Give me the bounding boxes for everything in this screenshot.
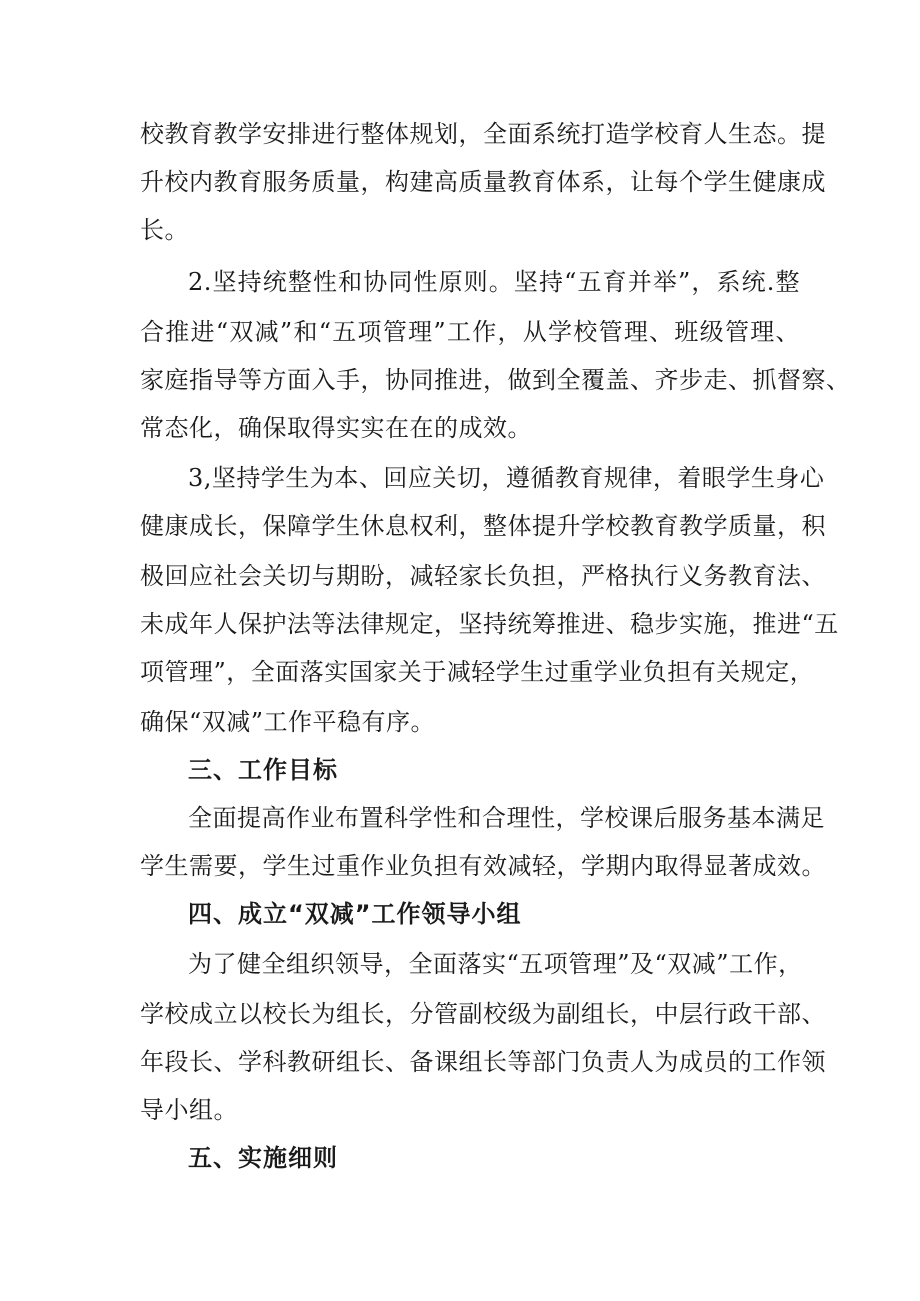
section-5-heading: 五、实施细则 — [188, 1144, 338, 1172]
paragraph-2-line-1: 2.坚持统整性和协同性原则。坚持“五育并举”，系统.整 — [188, 268, 800, 296]
paragraph-3-line-5: 项管理”，全面落实国家关于减轻学生过重学业负担有关规定， — [140, 658, 815, 686]
paragraph-3-line-4: 未成年人保护法等法律规定，坚持统筹推进、稳步实施，推进“五 — [140, 610, 839, 638]
section-3-line-1: 全面提高作业布置科学性和合理性，学校课后服务基本满足 — [188, 804, 825, 832]
paragraph-1-line-2: 升校内教育服务质量，构建高质量教育体系，让每个学生健康成 — [140, 168, 826, 196]
paragraph-3-line-1: 3,坚持学生为本、回应关切，遵循教育规律，着眼学生身心 — [188, 464, 825, 492]
section-4-line-2: 学校成立以校长为组长，分管副校级为副组长，中层行政干部、 — [140, 1000, 826, 1028]
paragraph-1-line-1: 校教育教学安排进行整体规划，全面系统打造学校育人生态。提 — [140, 120, 826, 148]
section-4-line-4: 导小组。 — [140, 1096, 238, 1124]
paragraph-3-line-2: 健康成长，保障学生休息权利，整体提升学校教育教学质量，积 — [140, 512, 826, 540]
section-4-line-3: 年段长、学科教研组长、备课组长等部门负责人为成员的工作领 — [140, 1048, 826, 1076]
section-3-heading: 三、工作目标 — [188, 756, 338, 784]
section-4-heading: 四、成立“双减”工作领导小组 — [188, 900, 522, 928]
section-4-line-1: 为了健全组织领导，全面落实“五项管理”及“双减”工作， — [188, 950, 803, 978]
section-3-line-2: 学生需要，学生过重作业负担有效减轻，学期内取得显著成效。 — [140, 852, 826, 880]
paragraph-3-line-3: 极回应社会关切与期盼，减轻家长负担，严格执行义务教育法、 — [140, 562, 826, 590]
paragraph-3-line-6: 确保“双减”工作平稳有序。 — [140, 708, 436, 736]
paragraph-2-line-4: 常态化，确保取得实实在在的成效。 — [140, 414, 532, 442]
paragraph-2-line-2: 合推进“双减”和“五项管理”工作，从学校管理、班级管理、 — [140, 318, 800, 346]
paragraph-1-line-3: 长。 — [140, 216, 189, 244]
paragraph-2-line-3: 家庭指导等方面入手，协同推进，做到全覆盖、齐步走、抓督察、 — [140, 366, 851, 394]
